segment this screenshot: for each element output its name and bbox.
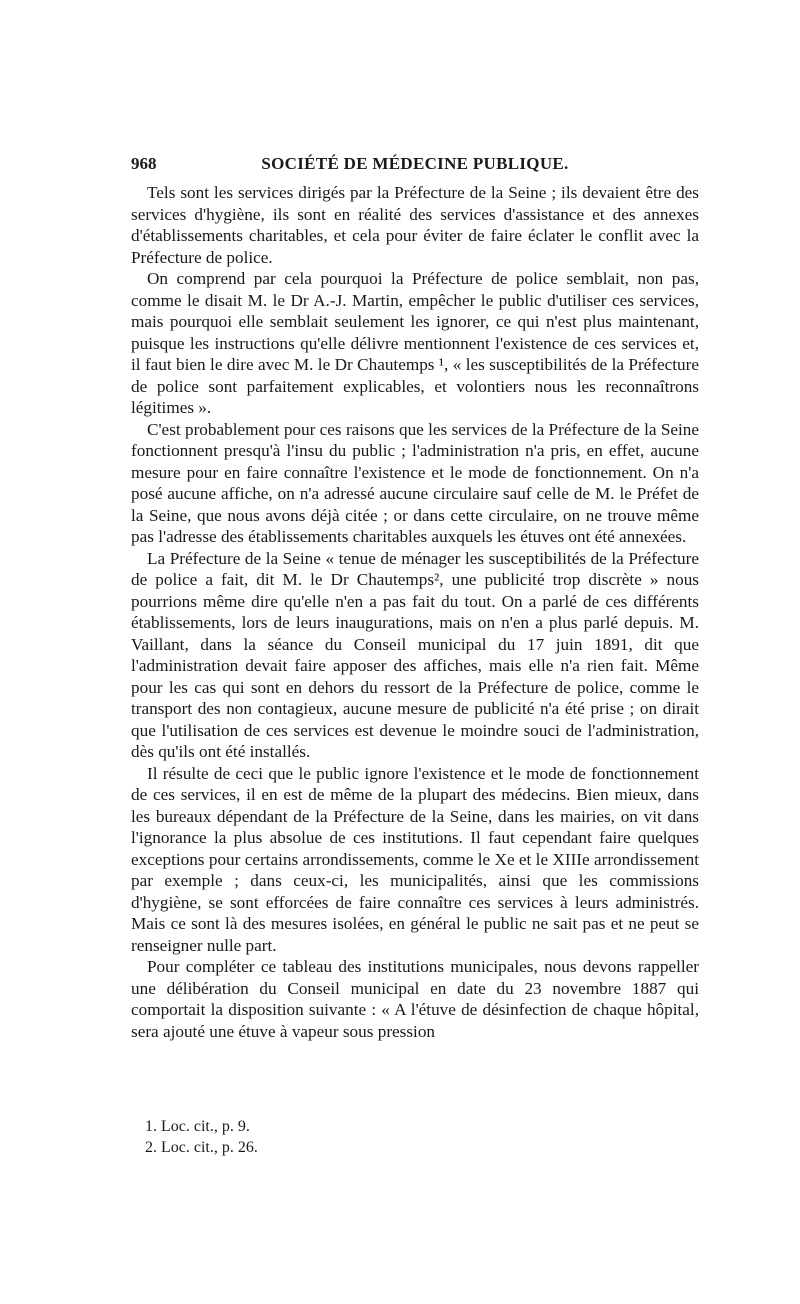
paragraph: On comprend par cela pourquoi la Préfecture de police semblait, non pas, comme le disait M. le Dr A.-J. Martin, empêcher le public d'utiliser ces services, mais pourquoi elle semblait seulement les ignorer, ce qui n'est plus maintenant, puisque les instructions qu'elle délivre mentionnent l'existence de ces services et, il faut bien le dire avec M. le Dr Chautemps ¹, « les susceptibilités de la Préfecture de police sont parfaitement explicables, et volontiers nous les reconnaîtrons légitimes ». — [131, 269, 699, 417]
paragraph: La Préfecture de la Seine « tenue de ménager les susceptibilités de la Préfecture de police a fait, dit M. le Dr Chautemps², une publicité trop discrète » nous pourrions même dire qu'elle n'en a pas fait du tout. On a parlé de ces différents établissements, lors de leurs inaugurations, mais on n'en a plus parlé depuis. M. Vaillant, dans la séance du Conseil municipal du 17 juin 1891, dit que l'administration devait faire apposer des affiches, mais elle n'a rien fait. Même pour les cas qui sont en dehors du ressort de la Préfecture de police, comme le transport des non contagieux, aucune mesure de publicité n'a été prise ; on dirait que l'utilisation de ces services est devenue le moindre souci de l'administration, dès qu'ils ont été installés. — [131, 548, 699, 761]
footnote: 2. Loc. cit., p. 26. — [145, 1139, 258, 1156]
page-number: 968 — [131, 154, 157, 173]
paragraph: Pour compléter ce tableau des institutions municipales, nous devons rappeller une délibération du Conseil municipal en date du 23 novembre 1887 qui comportait la disposition suivante : « A l'étuve de désinfection de chaque hôpital, sera ajouté une étuve à vapeur sous pression — [131, 957, 699, 1041]
paragraph: Tels sont les services dirigés par la Préfecture de la Seine ; ils devaient être des services d'hygiène, ils sont en réalité des services d'assistance et des annexes d'établissements charitables, et cela pour éviter de faire éclater le conflit avec la Préfecture de police. — [131, 183, 699, 267]
footnotes — [131, 1116, 699, 1158]
paragraph: Il résulte de ceci que le public ignore l'existence et le mode de fonctionnement de ces services, il en est de même de la plupart des médecins. Bien mieux, dans les bureaux dépendant de la Préfecture de la Seine, dans les mairies, on vit dans l'ignorance la plus absolue de ces institutions. Il faut cependant faire quelques exceptions pour certains arrondissements, comme le Xe et le XIIIe arrondissement par exemple ; dans ceux-ci, les municipalités, ainsi que les commissions d'hygiène, se sont efforcées de faire connaître ces services à leurs administrés. Mais ce sont là des mesures isolées, en général le public ne sait pas et ne peut se renseigner nulle part. — [131, 763, 699, 955]
body-text — [131, 182, 699, 1042]
running-title: SOCIÉTÉ DE MÉDECINE PUBLIQUE. — [261, 154, 569, 173]
page-header — [131, 150, 699, 180]
footnote: 1. Loc. cit., p. 9. — [145, 1118, 250, 1135]
paragraph: C'est probablement pour ces raisons que les services de la Préfecture de la Seine fonctionnent presqu'à l'insu du public ; l'administration n'a pris, en effet, aucune mesure pour en faire connaître l'existence et le mode de fonctionnement. On n'a posé aucune affiche, on n'a adressé aucune circulaire sauf celle de M. le Préfet de la Seine, que nous avons déjà citée ; or dans cette circulaire, on ne trouve même pas l'adresse des établissements charitables auxquels les étuves ont été annexées. — [131, 419, 699, 546]
